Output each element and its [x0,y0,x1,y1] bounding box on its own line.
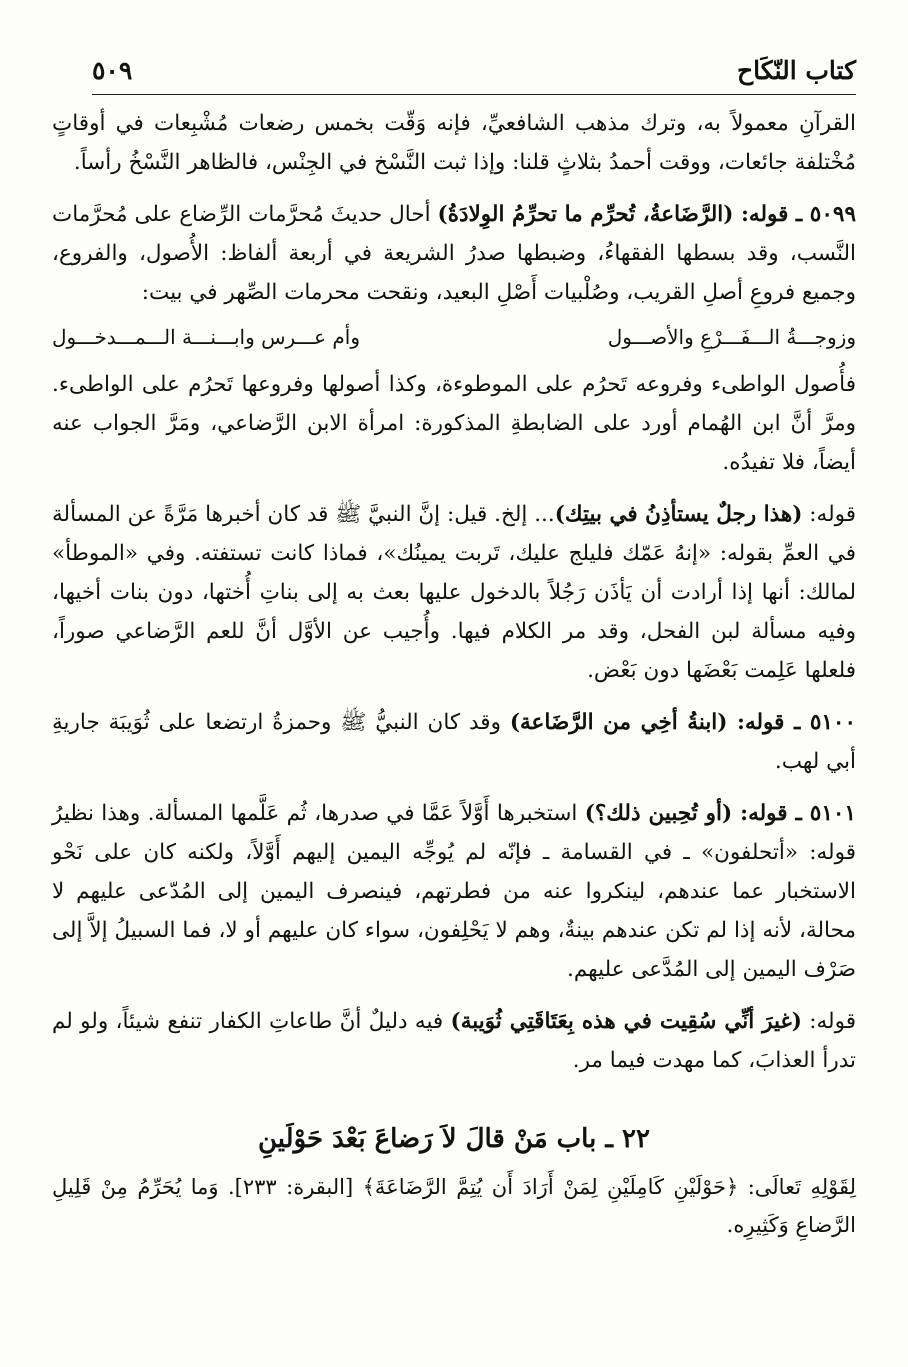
paragraph-text: استخبرها أَوَّلاً عَمَّا في صدرها، ثُم عَلَّمها المسألة. وهذا نظيرُ قوله: «أتحلفون» ـ في القسامة ـ فإنّه لم يُوجِّه اليمين إليهم أَوَّلاً، ولكنه كان على نَحْو الاستخبار عما عندهم، لينكروا عنه من فطرتهم، فينصرف اليمين إلى المُدّعى عليهم لا محالة، لأنه إذا لم تكن عندهم بينةٌ، وهم لا يَحْلِفون، سواء كان عليهم أو لا، فما السبيلُ إلاَّ إلى صَرْف اليمين إلى المُدَّعى عليهم. [52,801,856,982]
hadith-quote: (الرَّضَاعةُ، تُحرِّم ما تحرِّمُ الوِلادَةُ) [437,202,734,227]
page-number: ٥٠٩ [92,56,133,85]
hadith-number: ٥١٠٠ ـ قوله: [727,710,857,735]
hadith-quote: (أو تُحِبين ذلك؟) [584,801,733,826]
paragraph-text: وقد كان النبيُّ ﷺ وحمزةُ ارتضعا على ثُوَيبَة جاريةِ أبي لهب. [52,710,856,774]
verse-second-hemistich: وأم عـــرس وابـــنـــة الـــمـــدخـــول [52,325,360,349]
hadith-number: قوله: [802,502,857,527]
paragraph-1: القرآنِ معمولاً به، وترك مذهب الشافعيِّ، فإنه وَقّت بخمس رضعات مُشْبِعات في أوقاتٍ مُخْتلفة جائعات، ووقت أحمدُ بثلاثٍ قلنا: وإذا ثبت النَّسْخ في الجِنْس، فالظاهر النَّسْخُ رأساً. [52,111,856,175]
paragraph-5100 [52,703,856,781]
hadith-quote: (ابنةُ أخِي من الرَّضَاعة) [509,710,728,735]
paragraph-5101 [52,794,856,989]
hadith-number: ٥١٠١ ـ قوله: [732,801,856,826]
verse-first-hemistich: وزوجـــةُ الـــفَـــرْعِ والأصـــول [607,325,856,349]
paragraph-5099 [52,195,856,312]
paragraph-text: أحال حديثَ مُحرَّمات الرِّضاع على مُحرَّمات النَّسب، وقد بسطها الفقهاءُ، وضبطها صدرُ الشريعة في أربعة ألفاظ: الأُصول، والفروع، وجميع فروعِ أصلِ القريب، وصُلْبيات أَصْلِ البعيد، ونقحت محرمات الصِّهر في بيت: [52,202,856,305]
page-body [52,104,856,1244]
hadith-quote: (غيرَ أنِّي سُقِيت في هذه بِعَتَاقَتِي ثُوَيبة) [450,1009,802,1034]
paragraph-text: فيه دليلٌ أنَّ طاعاتِ الكفار تنفع شيئاً، ولو لم تدرأ العذابَ، كما مهدت فيما مر. [52,1009,856,1073]
hadith-quote: (هذا رجلٌ يستأذِنُ في بيتِك) [554,502,803,527]
paragraph-text: ... إلخ. قيل: إنَّ النبيَّ ﷺ قد كان أخبرها مَرَّةً عن المسألة في العمِّ بقوله: «إنهُ عَمّك فليلج عليك، تَربت يمينُك»، فماذا كانت تستفته. وفي «الموطأ» لمالك: أنها إذا أرادت أن يَأذَن رَجُلاً بالدخول عليها بعث به إلى بناتِ أُختها، دون بنات أخيها، وفيه مسألة لبن الفحل، وقد مر الكلام فيها. وأُجيب عن الأوَّل أنَّ للعم الرَّضاعي صوراً، فلعلها عَلِمت بَعْضَها دون بَعْض. [52,502,856,683]
poetry-verse [52,318,856,357]
hadith-number: قوله: [801,1009,856,1034]
paragraph-7 [52,1002,856,1080]
hadith-number: ٥٠٩٩ ـ قوله: [733,202,856,227]
paragraph-4 [52,495,856,690]
book-title: كتاب النّكَاح [737,56,856,85]
chapter-heading: ٢٢ ـ باب مَنْ قالَ لاَ رَضاعَ بَعْدَ حَوْلَينِ [258,1124,650,1154]
paragraph-3: فأُصول الواطىء وفروعه تَحرُم على الموطوءة، وكذا أصولها وفروعها تَحرُم على الواطىء. ومرَّ أنَّ ابن الهُمام أورد على الضابطةِ المذكورة: امرأة الابن الرَّضاعي، ومَرَّ الجواب عنه أيضاً، فلا تفيدُه. [52,372,856,475]
chapter-intro: لِقَوْلِهِ تَعالَى: ﴿حَوْلَيْنِ كَامِلَيْنِ لِمَنْ أَرَادَ أَن يُتِمَّ الرَّضَاعَةَ﴾ [البقرة: ٢٣٣]. وَما يُحَرِّمُ مِنْ قَلِيلِ الرَّضاعِ وَكَثِيرِه. [52,1175,857,1237]
page-header [92,48,856,95]
